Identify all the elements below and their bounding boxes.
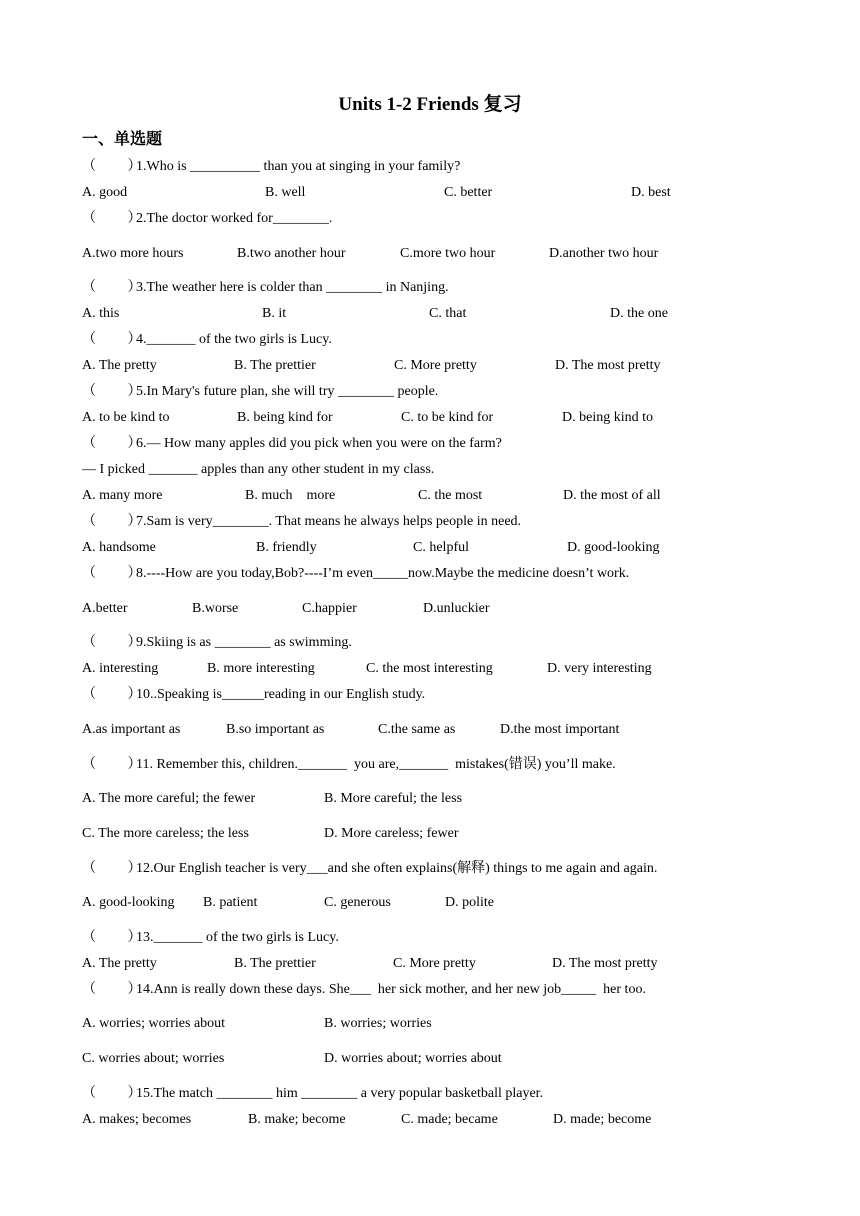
question-9 xyxy=(82,634,352,652)
option-c[interactable]: C. the most interesting xyxy=(366,661,493,676)
option-a[interactable]: A. good-looking xyxy=(82,895,175,910)
answer-blank[interactable]: （ ） xyxy=(82,982,142,997)
option-d[interactable]: D. being kind to xyxy=(562,410,653,425)
option-a[interactable]: A. good xyxy=(82,185,128,200)
option-d[interactable]: D.the most important xyxy=(500,722,620,737)
option-b[interactable]: B.worse xyxy=(192,601,239,616)
option-c[interactable]: C. More pretty xyxy=(393,956,476,971)
option-b[interactable]: B. patient xyxy=(203,895,258,910)
page-title: Units 1-2 Friends 复习 xyxy=(338,94,522,115)
option-a[interactable]: A. many more xyxy=(82,488,163,503)
answer-blank[interactable]: （ ） xyxy=(82,861,142,876)
answer-blank[interactable]: （ ） xyxy=(82,566,142,581)
answer-blank[interactable]: （ ） xyxy=(82,211,142,226)
question-15 xyxy=(82,1085,543,1103)
question-8 xyxy=(82,565,629,583)
question-stem: 3.The weather here is colder than ________ in Nanjing. xyxy=(136,280,449,295)
option-b[interactable]: B. friendly xyxy=(256,540,317,555)
option-a[interactable]: A. handsome xyxy=(82,540,156,555)
option-c[interactable]: C. generous xyxy=(324,895,391,910)
answer-blank[interactable]: （ ） xyxy=(82,757,142,772)
option-d[interactable]: D. the most of all xyxy=(563,488,661,503)
answer-blank[interactable]: （ ） xyxy=(82,1086,142,1101)
question-stem: 5.In Mary's future plan, she will try ________ people. xyxy=(136,384,439,399)
option-d[interactable]: D.another two hour xyxy=(549,246,659,261)
option-a[interactable]: A. The pretty xyxy=(82,358,157,373)
option-d[interactable]: D. the one xyxy=(610,306,668,321)
option-d[interactable]: D. worries about; worries about xyxy=(324,1051,502,1066)
question-14 xyxy=(82,981,646,999)
question-stem: 8.----How are you today,Bob?----I’m even_____now.Maybe the medicine doesn’t work. xyxy=(136,566,630,581)
question-2 xyxy=(82,210,332,228)
option-d[interactable]: D. The most pretty xyxy=(552,956,658,971)
question-12 xyxy=(82,860,657,878)
answer-blank[interactable]: （ ） xyxy=(82,332,142,347)
question-6 xyxy=(82,435,502,453)
option-c[interactable]: C.the same as xyxy=(378,722,456,737)
option-b[interactable]: B.so important as xyxy=(226,722,325,737)
question-stem: 14.Ann is really down these days. She___ her sick mother, and her new job_____ her too. xyxy=(136,982,646,997)
option-d[interactable]: D. best xyxy=(631,185,671,200)
option-c[interactable]: C. that xyxy=(429,306,467,321)
option-d[interactable]: D.unluckier xyxy=(423,601,490,616)
question-10 xyxy=(82,686,425,704)
answer-blank[interactable]: （ ） xyxy=(82,280,142,295)
option-c[interactable]: C. made; became xyxy=(401,1112,498,1127)
answer-blank[interactable]: （ ） xyxy=(82,930,142,945)
option-d[interactable]: D. very interesting xyxy=(547,661,652,676)
question-5 xyxy=(82,383,438,401)
option-b[interactable]: B. well xyxy=(265,185,306,200)
option-c[interactable]: C. More pretty xyxy=(394,358,477,373)
question-13 xyxy=(82,929,339,947)
option-b[interactable]: B. being kind for xyxy=(237,410,333,425)
question-stem: 9.Skiing is as ________ as swimming. xyxy=(136,635,352,650)
option-b[interactable]: B. More careful; the less xyxy=(324,791,463,806)
question-stem: 6.— How many apples did you pick when you were on the farm? xyxy=(136,436,502,451)
question-11 xyxy=(82,756,616,774)
answer-blank[interactable]: （ ） xyxy=(82,384,142,399)
option-d[interactable]: D. The most pretty xyxy=(555,358,661,373)
question-stem: 10..Speaking is______reading in our English study. xyxy=(136,687,426,702)
question-stem: 15.The match ________ him ________ a very popular basketball player. xyxy=(136,1086,544,1101)
question-3 xyxy=(82,279,449,297)
option-c[interactable]: C. to be kind for xyxy=(401,410,494,425)
option-a[interactable]: A. to be kind to xyxy=(82,410,170,425)
option-d[interactable]: D. good-looking xyxy=(567,540,660,555)
question-4 xyxy=(82,331,332,349)
option-d[interactable]: D. made; become xyxy=(553,1112,652,1127)
option-c[interactable]: C. The more careless; the less xyxy=(82,826,249,841)
option-c[interactable]: C. worries about; worries xyxy=(82,1051,225,1066)
option-a[interactable]: A. this xyxy=(82,306,120,321)
option-d[interactable]: D. polite xyxy=(445,895,494,910)
option-b[interactable]: B.two another hour xyxy=(237,246,346,261)
question-1 xyxy=(82,158,460,176)
option-a[interactable]: A.two more hours xyxy=(82,246,184,261)
option-b[interactable]: B. The prettier xyxy=(234,358,316,373)
answer-blank[interactable]: （ ） xyxy=(82,514,142,529)
option-b[interactable]: B. worries; worries xyxy=(324,1016,432,1031)
question-stem: 1.Who is __________ than you at singing in your family? xyxy=(136,159,461,174)
option-b[interactable]: B. much more xyxy=(245,488,336,503)
answer-blank[interactable]: （ ） xyxy=(82,635,142,650)
option-c[interactable]: C.happier xyxy=(302,601,357,616)
option-a[interactable]: A. makes; becomes xyxy=(82,1112,192,1127)
question-stem: 7.Sam is very________. That means he always helps people in need. xyxy=(136,514,522,529)
question-stem: 11. Remember this, children._______ you are,_______ mistakes(错误) you’ll make. xyxy=(136,757,616,772)
option-a[interactable]: A.better xyxy=(82,601,128,616)
option-c[interactable]: C. better xyxy=(444,185,493,200)
question-stem-continued: — I picked _______ apples than any other student in my class. xyxy=(82,462,435,477)
option-d[interactable]: D. More careless; fewer xyxy=(324,826,459,841)
question-7 xyxy=(82,513,521,531)
option-c[interactable]: C. helpful xyxy=(413,540,469,555)
option-c[interactable]: C. the most xyxy=(418,488,483,503)
answer-blank[interactable]: （ ） xyxy=(82,159,142,174)
question-stem: 13._______ of the two girls is Lucy. xyxy=(136,930,339,945)
option-a[interactable]: A. interesting xyxy=(82,661,159,676)
question-stem: 4._______ of the two girls is Lucy. xyxy=(136,332,332,347)
option-c[interactable]: C.more two hour xyxy=(400,246,496,261)
question-stem: 12.Our English teacher is very___and she often explains(解释) things to me again and again. xyxy=(136,861,658,876)
section-heading: 一、单选题 xyxy=(82,131,163,148)
option-b[interactable]: B. more interesting xyxy=(207,661,315,676)
answer-blank[interactable]: （ ） xyxy=(82,687,142,702)
option-a[interactable]: A.as important as xyxy=(82,722,181,737)
option-a[interactable]: A. worries; worries about xyxy=(82,1016,226,1031)
option-b[interactable]: B. it xyxy=(262,306,287,321)
option-a[interactable]: A. The more careful; the fewer xyxy=(82,791,256,806)
option-b[interactable]: B. make; become xyxy=(248,1112,346,1127)
question-stem: 2.The doctor worked for________. xyxy=(136,211,333,226)
answer-blank[interactable]: （ ） xyxy=(82,436,142,451)
option-b[interactable]: B. The prettier xyxy=(234,956,316,971)
option-a[interactable]: A. The pretty xyxy=(82,956,157,971)
